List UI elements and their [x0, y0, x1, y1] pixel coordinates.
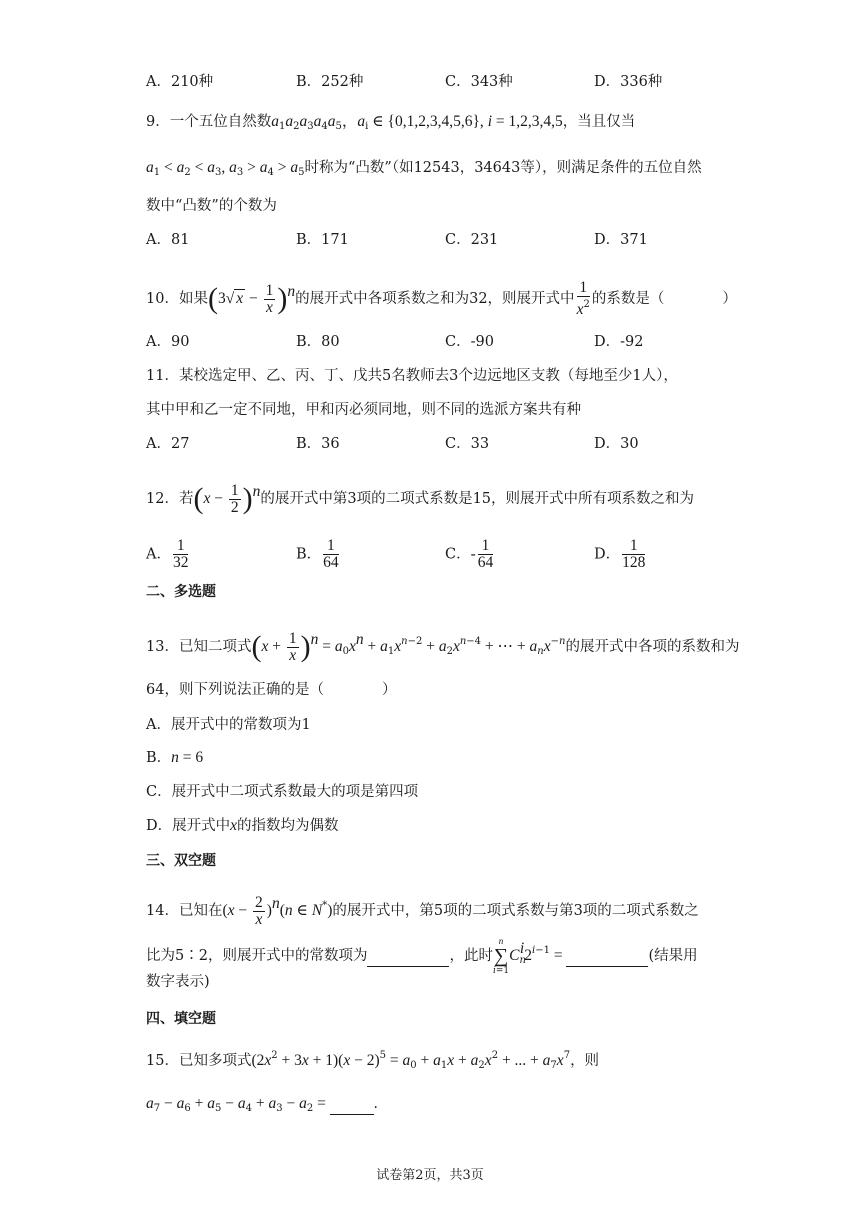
q9-option-b: B．171: [296, 232, 349, 248]
q15-line2: $a_7 - a_6 + a_5 - a_4 + a_3 - a_2$ = .: [146, 1095, 378, 1114]
q11-line2: 其中甲和乙一定不同地，甲和丙必须同地，则不同的选派方案共有种: [146, 402, 581, 418]
page-footer: 试卷第2页，共3页: [376, 1168, 484, 1183]
q10-option-c: C．-90: [445, 334, 494, 350]
q11-option-d: D．30: [594, 436, 639, 452]
q13-line1: 13．已知二项式(x + $\frac{1}{x}$ )$^n = a_0x^n + a_1x^{n-2} + a_2x^{n-4}$ + ⋯ + $a_nx^{-n}$的展开式中各项的系数和为: [146, 629, 740, 664]
q11-option-c: C．33: [445, 436, 490, 452]
q14-line1: 14．已知在(x − $\frac{2}{x}$ )$^n$(n ∈ N*)的展开式中，第5项的二项式系数与第3项的二项式系数之: [146, 893, 699, 928]
q15-line1: 15．已知多项式$(2x^2 + 3x + 1)(x - 2)^5 = a_0 + a_1x + a_2x^2$ + ... + $a_7x^7$，则: [146, 1050, 600, 1071]
section-heading-multi: 二、多选题: [146, 584, 216, 600]
section-heading-double: 三、双空题: [146, 853, 216, 869]
q11-option-b: B．36: [296, 436, 340, 452]
q12-option-a: A． $\frac{1}{32}$: [146, 537, 189, 571]
q13-option-b: B．n = 6: [146, 749, 204, 766]
q11-option-a: A．27: [146, 436, 190, 452]
q10-option-d: D．-92: [594, 334, 644, 350]
q14-line2: 比为5∶2，则展开式中的常数项为 ，此时 n ∑ i=1 $C_n^i2^{i-1}$ = (结果用: [146, 936, 698, 976]
q8-option-a: A．210种: [146, 74, 214, 90]
q10-option-a: A．90: [146, 334, 190, 350]
q8-option-c: C．343种: [445, 74, 513, 90]
q8-option-d: D．336种: [594, 74, 663, 90]
q13-line2: 64，则下列说法正确的是（ ）: [146, 682, 397, 698]
section-heading-fill: 四、填空题: [146, 1011, 216, 1027]
q8-option-b: B．252种: [296, 74, 364, 90]
q13-option-c: C．展开式中二项式系数最大的项是第四项: [146, 784, 419, 800]
q12-option-b: B． $\frac{1}{64}$: [296, 537, 339, 571]
q13-option-a: A．展开式中的常数项为1: [146, 717, 311, 733]
q9-option-c: C．231: [445, 232, 499, 248]
q14-blank-2[interactable]: [566, 946, 648, 967]
q9-line1: 9．一个五位自然数$a_1a_2a_3a_4a_5$，$a_i$ ∈ {0,1,2,3,4,5,6}, i = 1,2,3,4,5，当且仅当: [146, 113, 636, 132]
q14-line3: 数字表示): [146, 974, 210, 990]
q13-option-d: D．展开式中x的指数均为偶数: [146, 817, 339, 834]
q9-line2: $a_1 < a_2 < a_3$, $a_3 > a_4 > a_5$时称为“凸数”（如12543，34643等），则满足条件的五位自然: [146, 159, 702, 178]
q11-line1: 11．某校选定甲、乙、丙、丁、戊共5名教师去3个边远地区支教（每地至少1人），: [146, 368, 678, 384]
q10-option-b: B．80: [296, 334, 340, 350]
q9-line3: 数中“凸数”的个数为: [146, 198, 277, 214]
q12-option-c: C．- $\frac{1}{64}$: [445, 537, 494, 571]
q12-option-d: D． $\frac{1}{128}$: [594, 537, 646, 571]
q15-blank[interactable]: [330, 1094, 374, 1115]
q9-option-d: D．371: [594, 232, 648, 248]
q12-line: 12．若(x − $\frac{1}{2}$ )$^n$的展开式中第3项的二项式系数是15，则展开式中所有项系数之和为: [146, 481, 695, 516]
q10-line: 10．如果(3√ x − $\frac{1}{x}$ )$^n$的展开式中各项系数之和为32，则展开式中 $\frac{1}{x^2}$ 的系数是（ ）: [146, 279, 737, 318]
q14-blank-1[interactable]: [367, 946, 449, 967]
q9-option-a: A．81: [146, 232, 190, 248]
